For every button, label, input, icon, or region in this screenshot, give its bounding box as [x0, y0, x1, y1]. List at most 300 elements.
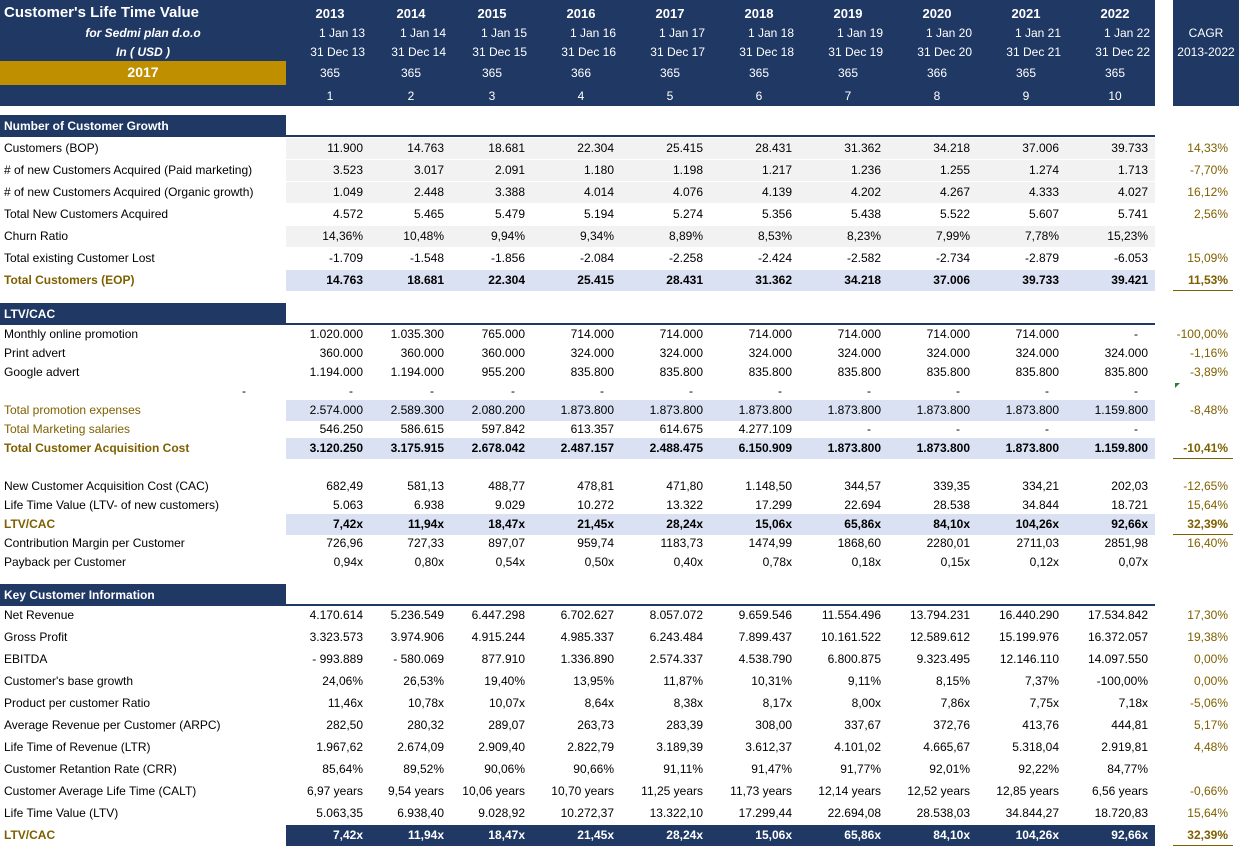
data-cell: 4.139	[761, 185, 792, 199]
data-cell: 34.844	[1022, 498, 1059, 512]
data-cell: 9,54 years	[387, 784, 444, 798]
row-label: Life Time Value (LTV- of new customers)	[4, 498, 219, 512]
data-cell: 2.574.337	[649, 652, 703, 666]
data-cell: 92,01%	[929, 762, 970, 776]
data-cell: 2.909,40	[478, 740, 525, 754]
data-cell: - 993.889	[312, 652, 363, 666]
period-start-date: 1 Jan 14	[399, 26, 446, 40]
data-cell: 586.615	[400, 422, 444, 436]
period-end-date: 31 Dec 18	[739, 45, 794, 59]
cagr-cell: 32,39%	[1187, 517, 1228, 531]
data-cell: 6.150.909	[738, 441, 792, 455]
data-cell: 8,53%	[757, 229, 792, 243]
data-cell: 14.097.550	[1087, 652, 1148, 666]
period-number: 10	[1108, 89, 1122, 103]
data-cell: 5.438	[850, 207, 881, 221]
row-label: Total Marketing salaries	[4, 422, 131, 436]
data-cell: 1.873.800	[560, 403, 614, 417]
data-cell: 104,26x	[1015, 828, 1059, 842]
cagr-cell: 2,56%	[1193, 207, 1228, 221]
data-cell: 11,46x	[327, 696, 363, 710]
data-cell: 835.800	[570, 365, 614, 379]
data-cell: 92,22%	[1018, 762, 1059, 776]
data-cell: 4.915.244	[471, 630, 525, 644]
data-cell: 8,64x	[584, 696, 614, 710]
data-cell: 1.873.800	[827, 441, 881, 455]
data-cell: -6.053	[1113, 251, 1148, 265]
data-cell: 1.049	[332, 185, 363, 199]
data-cell: -1.709	[328, 251, 363, 265]
data-cell: 11,87%	[663, 674, 703, 688]
section-divider	[286, 135, 1155, 137]
cell-comment-marker	[1175, 383, 1180, 388]
period-number: 3	[488, 89, 496, 103]
data-cell: 1.020.000	[309, 327, 363, 341]
data-cell: 5.236.549	[390, 608, 444, 622]
period-end-date: 31 Dec 21	[1006, 45, 1061, 59]
row-label: Churn Ratio	[4, 229, 69, 243]
period-number: 2	[407, 89, 415, 103]
data-cell: -2.879	[1024, 251, 1059, 265]
data-cell: 682,49	[326, 479, 363, 493]
row-label: EBITDA	[4, 652, 48, 666]
data-cell: 714.000	[659, 327, 703, 341]
cagr-cell: -7,70%	[1189, 163, 1228, 177]
data-cell: 877.910	[481, 652, 525, 666]
data-cell: 2.919,81	[1101, 740, 1148, 754]
data-cell: 10,48%	[403, 229, 444, 243]
data-cell: 12,14 years	[818, 784, 881, 798]
data-cell: 5.741	[1117, 207, 1148, 221]
data-cell: 3.323.573	[309, 630, 363, 644]
data-cell: 15,06x	[755, 517, 792, 531]
data-cell: 2711,03	[1016, 536, 1059, 550]
data-cell: 1.236	[850, 163, 881, 177]
data-cell: 471,80	[666, 479, 703, 493]
data-cell: 34.218	[844, 273, 881, 287]
row-label: -	[242, 384, 246, 398]
row-label: LTV/CAC	[4, 828, 56, 842]
data-cell: 92,66x	[1111, 517, 1148, 531]
data-cell: 324.000	[1015, 346, 1059, 360]
data-cell: -	[600, 384, 604, 398]
data-cell: 12,52 years	[907, 784, 970, 798]
data-cell: 4.277.109	[738, 422, 792, 436]
data-cell: 726,96	[326, 536, 363, 550]
data-cell: 18.681	[407, 273, 444, 287]
days-in-period: 365	[400, 66, 422, 80]
data-cell: 714.000	[837, 327, 881, 341]
data-cell: 8,89%	[668, 229, 703, 243]
data-cell: 8,15%	[935, 674, 970, 688]
data-cell: 6.938	[413, 498, 444, 512]
data-cell: 4.014	[583, 185, 614, 199]
data-cell: 5.465	[413, 207, 444, 221]
period-end-date: 31 Dec 15	[472, 45, 527, 59]
data-cell: 1.274	[1028, 163, 1059, 177]
data-cell: 6.800.875	[827, 652, 881, 666]
cagr-cell: 5,17%	[1193, 718, 1228, 732]
data-cell: 4.027	[1117, 185, 1148, 199]
data-cell: 0,78x	[762, 555, 792, 569]
data-cell: 18,47x	[488, 517, 525, 531]
period-start-date: 1 Jan 20	[925, 26, 972, 40]
row-label: Total Customer Acquisition Cost	[4, 441, 190, 455]
data-cell: 39.733	[1111, 141, 1148, 155]
data-cell: 22.694,08	[827, 806, 881, 820]
year-header: 2021	[1011, 6, 1041, 21]
data-cell: 10,07x	[488, 696, 525, 710]
data-cell: 9,94%	[490, 229, 525, 243]
year-header: 2016	[566, 6, 596, 21]
data-cell: 3.523	[332, 163, 363, 177]
data-cell: 12.589.612	[909, 630, 970, 644]
data-cell: 0,15x	[940, 555, 970, 569]
data-cell: 8.057.072	[649, 608, 703, 622]
data-cell: -	[867, 422, 871, 436]
days-in-period: 365	[837, 66, 859, 80]
period-end-date: 31 Dec 19	[828, 45, 883, 59]
data-cell: 39.733	[1022, 273, 1059, 287]
data-cell: 955.200	[481, 365, 525, 379]
data-cell: 10.272,37	[560, 806, 614, 820]
row-label: Contribution Margin per Customer	[4, 536, 185, 550]
data-cell: 91,47%	[751, 762, 792, 776]
data-cell: 308,00	[755, 718, 792, 732]
data-cell: 28,24x	[666, 517, 703, 531]
period-end-date: 31 Dec 20	[917, 45, 972, 59]
data-cell: 28.431	[666, 273, 703, 287]
period-end-date: 31 Dec 22	[1095, 45, 1150, 59]
data-cell: -	[1134, 422, 1138, 436]
data-cell: 28.431	[755, 141, 792, 155]
year-header: 2018	[744, 6, 774, 21]
data-cell: -	[430, 384, 434, 398]
data-cell: 34.844,27	[1005, 806, 1059, 820]
data-cell: 4.572	[332, 207, 363, 221]
data-cell: 21,45x	[577, 828, 614, 842]
data-cell: 324.000	[926, 346, 970, 360]
data-cell: -2.424	[757, 251, 792, 265]
data-cell: 835.800	[837, 365, 881, 379]
data-cell: 282,50	[326, 718, 363, 732]
data-cell: 2.487.157	[560, 441, 614, 455]
data-cell: 324.000	[570, 346, 614, 360]
cagr-cell: 15,09%	[1187, 251, 1228, 265]
data-cell: 13.322,10	[649, 806, 703, 820]
data-cell: 3.388	[494, 185, 525, 199]
data-cell: 28.538	[933, 498, 970, 512]
data-cell: 2.091	[494, 163, 525, 177]
data-cell: 9,11%	[847, 674, 881, 688]
data-cell: 444,81	[1111, 718, 1148, 732]
data-cell: 1.194.000	[390, 365, 444, 379]
cagr-cell: -5,06%	[1189, 696, 1228, 710]
data-cell: 360.000	[319, 346, 363, 360]
data-cell: 6.938,40	[397, 806, 444, 820]
data-cell: 2.822,79	[567, 740, 614, 754]
data-cell: -100,00%	[1096, 674, 1148, 688]
cagr-cell: -12,65%	[1183, 479, 1228, 493]
data-cell: 65,86x	[844, 517, 881, 531]
period-end-date: 31 Dec 13	[310, 45, 365, 59]
data-cell: 835.800	[748, 365, 792, 379]
row-label: LTV/CAC	[4, 517, 56, 531]
data-cell: 9,34%	[579, 229, 614, 243]
data-cell: 3.189,39	[656, 740, 703, 754]
data-cell: 2.448	[413, 185, 444, 199]
data-cell: 22.304	[488, 273, 525, 287]
data-cell: 90,66%	[573, 762, 614, 776]
data-cell: 4.985.337	[560, 630, 614, 644]
row-label: # of new Customers Acquired (Organic growth)	[4, 185, 254, 199]
period-start-date: 1 Jan 13	[318, 26, 365, 40]
data-cell: 10,31%	[751, 674, 792, 688]
data-cell: 84,10x	[933, 517, 970, 531]
days-in-period: 366	[926, 66, 948, 80]
days-in-period: 365	[319, 66, 341, 80]
data-cell: 5.607	[1028, 207, 1059, 221]
data-cell: 0,94x	[333, 555, 363, 569]
data-cell: 18.721	[1111, 498, 1148, 512]
row-label: Total promotion expenses	[4, 403, 141, 417]
data-cell: 17.534.842	[1087, 608, 1148, 622]
data-cell: 835.800	[926, 365, 970, 379]
data-cell: 25.415	[577, 273, 614, 287]
data-cell: 9.028,92	[478, 806, 525, 820]
data-cell: 18,47x	[488, 828, 525, 842]
section-title: Key Customer Information	[4, 588, 155, 602]
data-cell: 89,52%	[403, 762, 444, 776]
data-cell: -	[1134, 384, 1138, 398]
data-cell: 546.250	[319, 422, 363, 436]
year-header: 2019	[833, 6, 863, 21]
data-cell: 597.842	[481, 422, 525, 436]
data-cell: 26,53%	[403, 674, 444, 688]
data-cell: 13.794.231	[909, 608, 970, 622]
data-cell: 1.873.800	[649, 403, 703, 417]
data-cell: 91,77%	[840, 762, 881, 776]
data-cell: 0,80x	[414, 555, 444, 569]
data-cell: -2.084	[579, 251, 614, 265]
data-cell: 13.322	[666, 498, 703, 512]
data-cell: 488,77	[488, 479, 525, 493]
data-cell: 91,11%	[663, 762, 703, 776]
data-cell: 344,57	[844, 479, 881, 493]
data-cell: 1.217	[761, 163, 792, 177]
data-cell: 413,76	[1022, 718, 1059, 732]
cagr-cell: 11,53%	[1187, 273, 1228, 287]
row-label: Total existing Customer Lost	[4, 251, 155, 265]
row-label: Customer's base growth	[4, 674, 134, 688]
data-cell: -	[778, 384, 782, 398]
row-label: Net Revenue	[4, 608, 75, 622]
data-cell: 324.000	[1104, 346, 1148, 360]
data-cell: 12,85 years	[996, 784, 1059, 798]
data-cell: 7,75x	[1029, 696, 1059, 710]
data-cell: 4.267	[939, 185, 970, 199]
period-number: 1	[326, 89, 334, 103]
data-cell: 92,66x	[1111, 828, 1148, 842]
data-cell: 84,77%	[1107, 762, 1148, 776]
data-cell: 14.763	[326, 273, 363, 287]
data-cell: 9.659.546	[738, 608, 792, 622]
data-cell: 5.522	[939, 207, 970, 221]
data-cell: 11,94x	[407, 517, 444, 531]
row-label: Customer Retantion Rate (CRR)	[4, 762, 177, 776]
data-cell: 339,35	[933, 479, 970, 493]
data-cell: 18.681	[488, 141, 525, 155]
data-cell: 2.678.042	[471, 441, 525, 455]
data-cell: 324.000	[748, 346, 792, 360]
data-cell: -	[956, 422, 960, 436]
period-number: 4	[577, 89, 585, 103]
cagr-cell: -0,66%	[1189, 784, 1228, 798]
data-cell: 7,78%	[1024, 229, 1059, 243]
row-label: Life Time of Revenue (LTR)	[4, 740, 151, 754]
data-cell: 324.000	[837, 346, 881, 360]
sheet-title: Customer's Life Time Value	[4, 4, 200, 21]
data-cell: 11,94x	[407, 828, 444, 842]
data-cell: 727,33	[407, 536, 444, 550]
row-label: Payback per Customer	[4, 555, 127, 569]
data-cell: 1183,73	[660, 536, 703, 550]
data-cell: -	[1045, 422, 1049, 436]
year-header: 2020	[922, 6, 952, 21]
data-cell: 14.763	[407, 141, 444, 155]
period-number: 9	[1022, 89, 1030, 103]
data-cell: 0,40x	[673, 555, 703, 569]
data-cell: 2.589.300	[390, 403, 444, 417]
cagr-cell: 4,48%	[1193, 740, 1228, 754]
data-cell: 1.873.800	[916, 441, 970, 455]
data-cell: 835.800	[1015, 365, 1059, 379]
data-cell: -1.548	[409, 251, 444, 265]
data-cell: 1.194.000	[309, 365, 363, 379]
data-cell: 1.873.800	[1005, 441, 1059, 455]
data-cell: 31.362	[844, 141, 881, 155]
data-cell: 0,07x	[1118, 555, 1148, 569]
period-number: 6	[755, 89, 763, 103]
cagr-cell: -1,16%	[1189, 346, 1228, 360]
cagr-header-label: CAGR	[1188, 26, 1224, 40]
data-cell: 7,37%	[1024, 674, 1059, 688]
row-label: Monthly online promotion	[4, 327, 139, 341]
row-label: Google advert	[4, 365, 80, 379]
data-cell: 39.421	[1111, 273, 1148, 287]
data-cell: 9.323.495	[916, 652, 970, 666]
period-start-date: 1 Jan 19	[836, 26, 883, 40]
data-cell: 714.000	[926, 327, 970, 341]
data-cell: 37.006	[933, 273, 970, 287]
data-cell: 6.243.484	[649, 630, 703, 644]
data-cell: 5.063,35	[316, 806, 363, 820]
data-cell: 24,06%	[322, 674, 363, 688]
period-number: 5	[666, 89, 674, 103]
period-number: 7	[844, 89, 852, 103]
cagr-cell: -3,89%	[1189, 365, 1228, 379]
data-cell: 202,03	[1111, 479, 1148, 493]
data-cell: 104,26x	[1015, 517, 1059, 531]
cagr-cell: -100,00%	[1176, 327, 1228, 341]
data-cell: 1.713	[1117, 163, 1148, 177]
data-cell: 3.017	[413, 163, 444, 177]
data-cell: -	[349, 384, 353, 398]
data-cell: 3.120.250	[309, 441, 363, 455]
data-cell: 2.080.200	[471, 403, 525, 417]
days-in-period: 365	[1015, 66, 1037, 80]
period-end-date: 31 Dec 14	[391, 45, 446, 59]
days-in-period: 365	[1104, 66, 1126, 80]
data-cell: 1.336.890	[560, 652, 614, 666]
data-cell: 8,00x	[851, 696, 881, 710]
data-cell: 6.447.298	[471, 608, 525, 622]
cagr-header-range: 2013-2022	[1177, 45, 1235, 59]
data-cell: 1.035.300	[390, 327, 444, 341]
data-cell: 5.063	[332, 498, 363, 512]
data-cell: -	[956, 384, 960, 398]
data-cell: 19,40%	[484, 674, 525, 688]
data-cell: 1.873.800	[827, 403, 881, 417]
data-cell: 3.974.906	[390, 630, 444, 644]
data-cell: 1.148,50	[745, 479, 792, 493]
data-cell: 5.274	[672, 207, 703, 221]
data-cell: -	[867, 384, 871, 398]
data-cell: 10,06 years	[462, 784, 525, 798]
period-start-date: 1 Jan 21	[1014, 26, 1061, 40]
data-cell: 8,17x	[762, 696, 792, 710]
cagr-cell: 16,40%	[1187, 536, 1228, 550]
data-cell: 5.194	[583, 207, 614, 221]
data-cell: 16.372.057	[1087, 630, 1148, 644]
data-cell: 280,32	[407, 718, 444, 732]
data-cell: -2.582	[846, 251, 881, 265]
data-cell: 337,67	[844, 718, 881, 732]
period-start-date: 1 Jan 16	[569, 26, 616, 40]
data-cell: 581,13	[407, 479, 444, 493]
data-cell: 7.899.437	[738, 630, 792, 644]
period-end-date: 31 Dec 16	[561, 45, 616, 59]
data-cell: 835.800	[659, 365, 703, 379]
data-cell: 283,39	[666, 718, 703, 732]
data-cell: 85,64%	[322, 762, 363, 776]
data-cell: 835.800	[1104, 365, 1148, 379]
row-label: Print advert	[4, 346, 66, 360]
data-cell: 90,06%	[484, 762, 525, 776]
data-cell: 0,18x	[851, 555, 881, 569]
data-cell: 84,10x	[933, 828, 970, 842]
period-start-date: 1 Jan 18	[747, 26, 794, 40]
data-cell: 11,73 years	[730, 784, 792, 798]
data-cell: 0,50x	[584, 555, 614, 569]
data-cell: 22.694	[844, 498, 881, 512]
data-cell: 15,23%	[1107, 229, 1148, 243]
days-in-period: 365	[481, 66, 503, 80]
data-cell: 714.000	[1015, 327, 1059, 341]
data-cell: 360.000	[481, 346, 525, 360]
data-cell: 4.076	[672, 185, 703, 199]
period-start-date: 1 Jan 15	[480, 26, 527, 40]
data-cell: 7,42x	[332, 517, 363, 531]
data-cell: 2851,98	[1104, 536, 1148, 550]
data-cell: 21,45x	[577, 517, 614, 531]
data-cell: 25.415	[666, 141, 703, 155]
data-cell: 1.967,62	[316, 740, 363, 754]
data-cell: 4.170.614	[309, 608, 363, 622]
data-cell: 17.299,44	[738, 806, 792, 820]
cagr-cell: 16,12%	[1187, 185, 1228, 199]
data-cell: 1.159.800	[1094, 441, 1148, 455]
